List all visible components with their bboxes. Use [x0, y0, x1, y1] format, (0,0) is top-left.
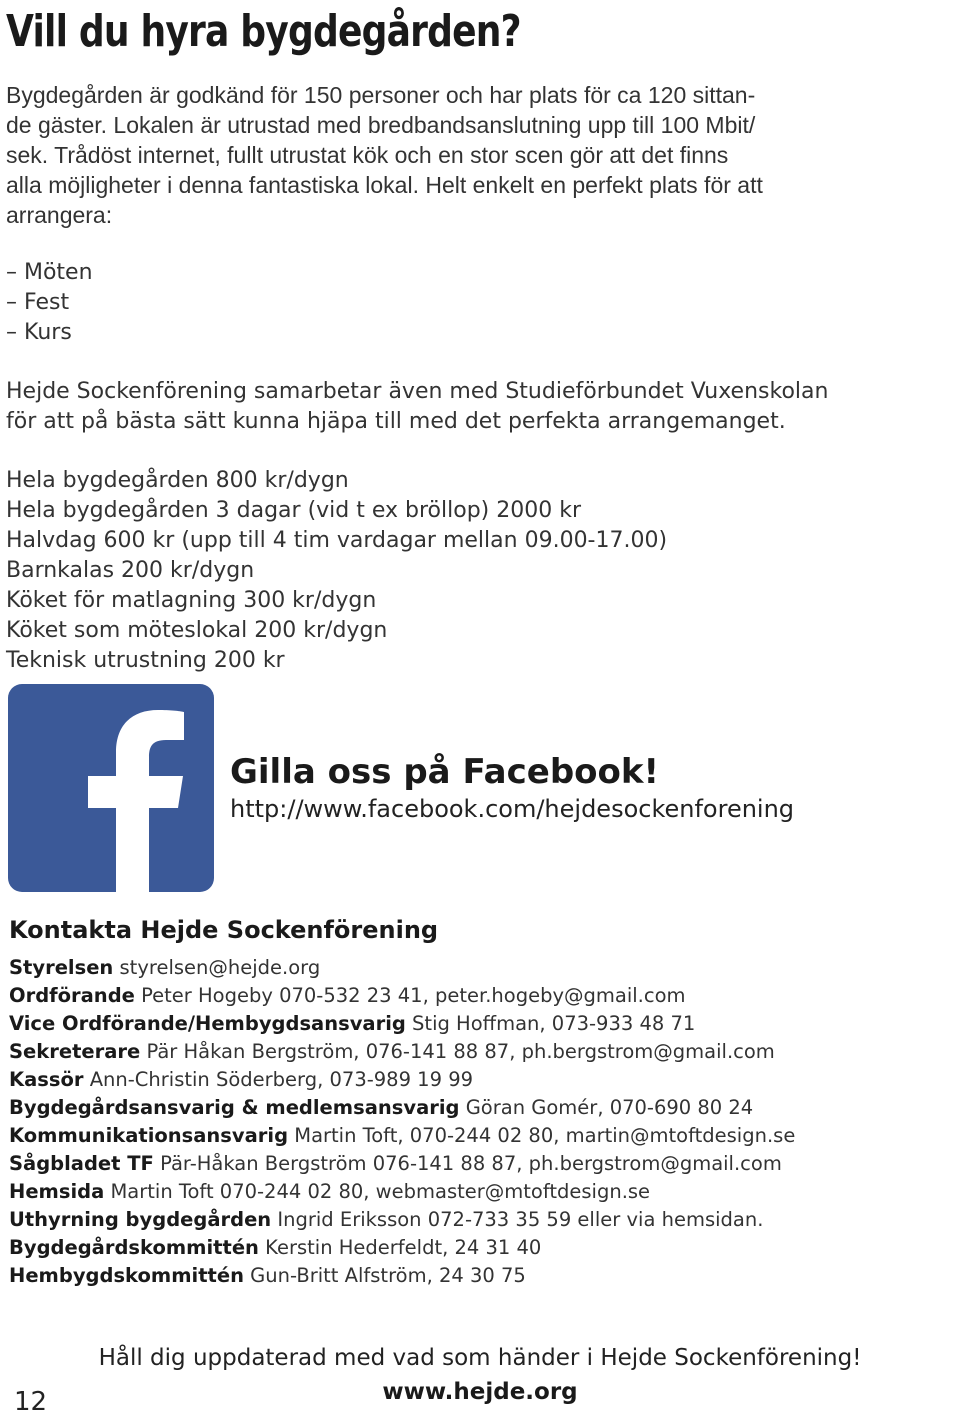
footer-website-link[interactable]: www.hejde.org: [382, 1379, 578, 1405]
price-item: Hela bygdegården 800 kr/dygn: [6, 468, 349, 493]
cooperation-line: Hejde Sockenförening samarbetar även med Studieförbundet Vuxenskolan: [6, 379, 829, 404]
contact-entry: [9, 1234, 795, 1262]
intro-line: Bygdegården är godkänd för 150 personer och har plats för ca 120 sittan-: [6, 82, 756, 108]
contact-details: Gun-Britt Alfström, 24 30 75: [243, 1264, 526, 1287]
contact-entry: [9, 1178, 795, 1206]
facebook-f-icon[interactable]: [8, 684, 214, 892]
contact-role: Bygdegårdsansvarig & medlemsansvarig: [9, 1096, 460, 1119]
contact-role: Bygdegårdskommittén: [9, 1236, 259, 1259]
cooperation-line: för att på bästa sätt kunna hjäpa till med det perfekta arrangemanget.: [6, 409, 786, 434]
cooperation-paragraph: [6, 377, 828, 437]
contact-details: Pär-Håkan Bergström 076-141 88 87, ph.bergstrom@gmail.com: [153, 1152, 782, 1175]
contact-role: Uthyrning bygdegården: [9, 1208, 272, 1231]
intro-line: alla möjligheter i denna fantastiska lokal. Helt enkelt en perfekt plats för att: [6, 172, 763, 198]
contact-role: Sågbladet TF: [9, 1152, 154, 1175]
intro-line: de gäster. Lokalen är utrustad med bredbandsanslutning upp till 100 Mbit/: [6, 112, 756, 138]
page-title: Vill du hyra bygdegården?: [6, 6, 521, 57]
contact-entry: [9, 982, 795, 1010]
contact-role: Kassör: [9, 1068, 84, 1091]
contact-entry: [9, 1150, 795, 1178]
contact-details: Martin Toft 070-244 02 80, webmaster@mtoftdesign.se: [104, 1180, 651, 1203]
footer-tagline: Håll dig uppdaterad med vad som händer i Hejde Sockenförening!: [98, 1345, 862, 1371]
contact-details: Kerstin Hederfeldt, 24 31 40: [258, 1236, 542, 1259]
list-item: – Kurs: [6, 320, 72, 345]
intro-line: sek. Trådöst internet, fullt utrustat kök och en stor scen gör att det finns: [6, 142, 729, 168]
contact-details: Peter Hogeby 070-532 23 41, peter.hogeby@gmail.com: [134, 984, 686, 1007]
contact-details: Ann-Christin Söderberg, 073-989 19 99: [83, 1068, 474, 1091]
intro-paragraph: [6, 80, 956, 230]
contact-list: [9, 954, 795, 1290]
contact-heading: Kontakta Hejde Sockenförening: [9, 916, 439, 944]
contact-entry: [9, 1094, 795, 1122]
contact-entry: [9, 1262, 795, 1290]
contact-entry: [9, 1038, 795, 1066]
contact-role: Ordförande: [9, 984, 135, 1007]
price-item: Hela bygdegården 3 dagar (vid t ex bröllop) 2000 kr: [6, 498, 582, 523]
contact-details: Martin Toft, 070-244 02 80, martin@mtoftdesign.se: [288, 1124, 796, 1147]
contact-entry: [9, 1010, 795, 1038]
contact-role: Styrelsen: [9, 956, 114, 979]
contact-details: Göran Gomér, 070-690 80 24: [459, 1096, 754, 1119]
contact-role: Vice Ordförande/Hembygdsansvarig: [9, 1012, 406, 1035]
contact-role: Hembygdskommittén: [9, 1264, 244, 1287]
contact-details: styrelsen@hejde.org: [113, 956, 321, 979]
arrange-list: [6, 258, 93, 348]
list-item: – Möten: [6, 260, 93, 285]
contact-role: Kommunikationsansvarig: [9, 1124, 289, 1147]
price-item: Teknisk utrustning 200 kr: [6, 648, 285, 673]
facebook-link[interactable]: http://www.facebook.com/hejdesockenforening: [230, 795, 795, 823]
facebook-headline: Gilla oss på Facebook!: [230, 752, 660, 792]
price-item: Halvdag 600 kr (upp till 4 tim vardagar mellan 09.00-17.00): [6, 528, 668, 553]
intro-line: arrangera:: [6, 202, 113, 228]
contact-details: Stig Hoffman, 073-933 48 71: [405, 1012, 696, 1035]
contact-entry: [9, 954, 795, 982]
price-item: Barnkalas 200 kr/dygn: [6, 558, 255, 583]
contact-details: Pär Håkan Bergström, 076-141 88 87, ph.bergstrom@gmail.com: [140, 1040, 775, 1063]
contact-entry: [9, 1066, 795, 1094]
contact-entry: [9, 1206, 795, 1234]
price-item: Köket för matlagning 300 kr/dygn: [6, 588, 377, 613]
list-item: – Fest: [6, 290, 70, 315]
price-item: Köket som möteslokal 200 kr/dygn: [6, 618, 388, 643]
page-number: 12: [14, 1387, 48, 1417]
contact-role: Hemsida: [9, 1180, 105, 1203]
contact-entry: [9, 1122, 795, 1150]
price-list: [6, 466, 667, 676]
contact-details: Ingrid Eriksson 072-733 35 59 eller via hemsidan.: [271, 1208, 764, 1231]
contact-role: Sekreterare: [9, 1040, 141, 1063]
